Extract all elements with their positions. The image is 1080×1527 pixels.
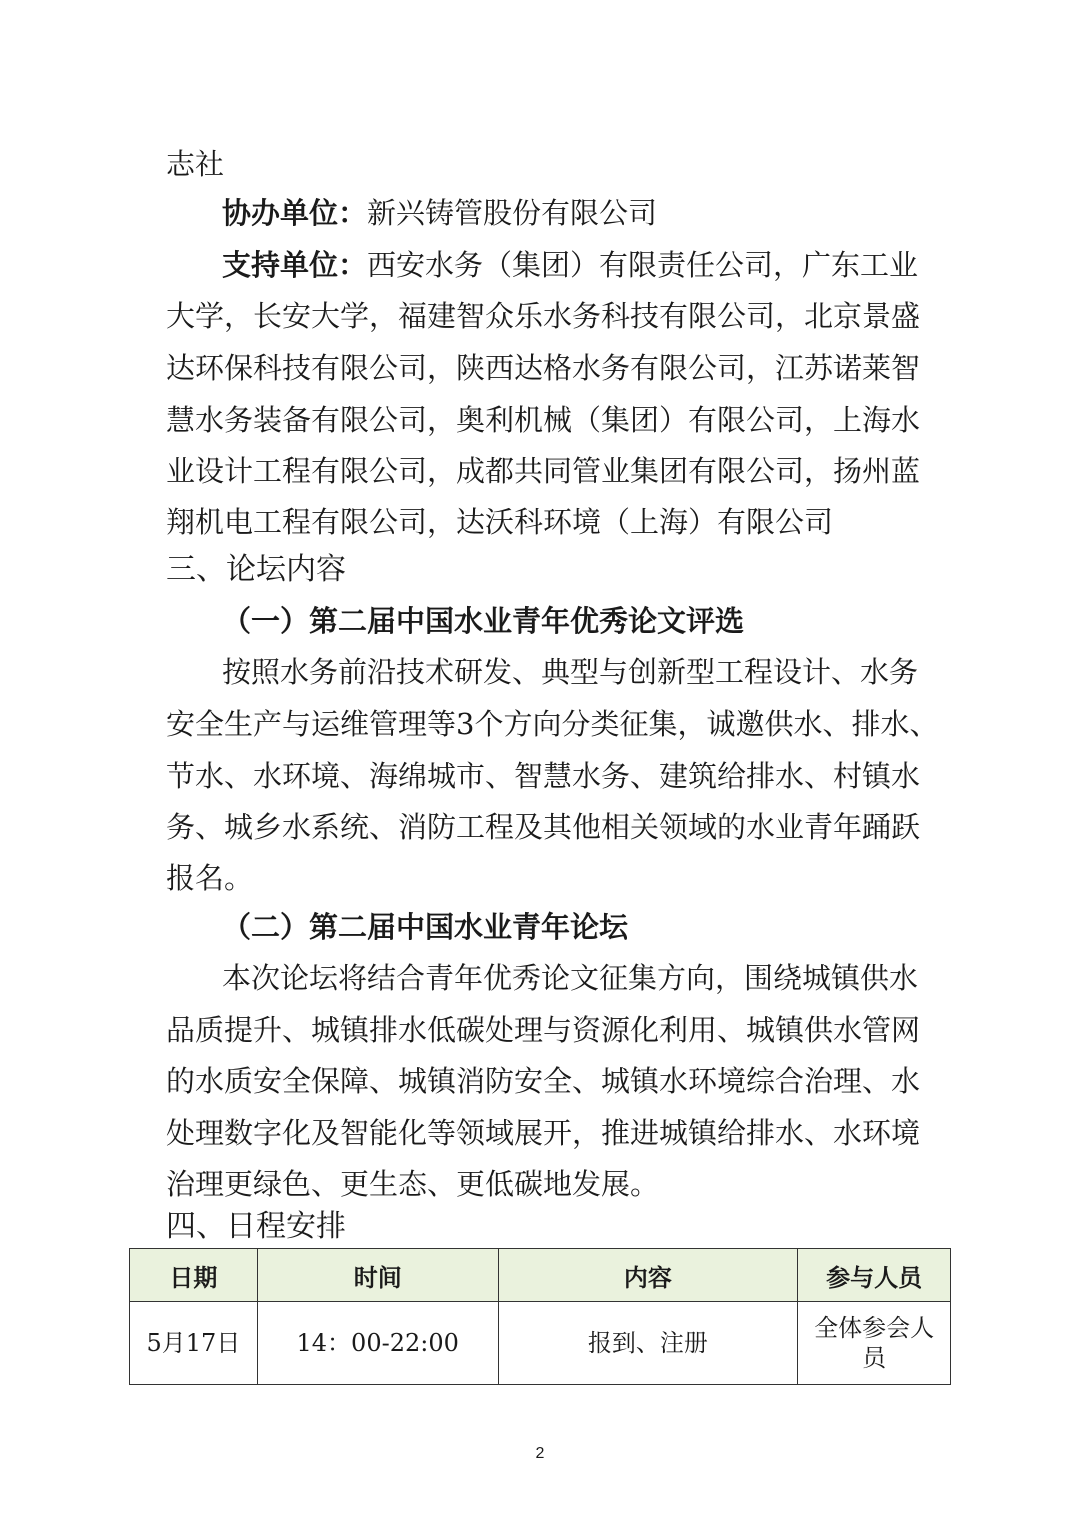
sub1-line-1: 按照水务前沿技术研发、典型与创新型工程设计、水务 [222,655,919,689]
sub1-line-5: 报名。 [166,861,254,895]
schedule-table [129,1248,951,1385]
cell-time: 14：00-22:00 [257,1302,498,1385]
section3-heading: 三、论坛内容 [166,552,346,587]
table-row [130,1302,951,1385]
header-content: 内容 [498,1249,798,1302]
supporters-line-4: 慧水务装备有限公司，奥利机械（集团）有限公司，上海水 [166,403,921,437]
header-people: 参与人员 [798,1249,951,1302]
cell-date: 5月17日 [130,1302,258,1385]
sub2-line-4: 处理数字化及智能化等领域展开，推进城镇给排水、水环境 [166,1116,921,1150]
sub2-line-5: 治理更绿色、更生态、更低碳地发展。 [166,1167,660,1201]
header-date: 日期 [130,1249,258,1302]
sub1-line-4: 务、城乡水系统、消防工程及其他相关领域的水业青年踊跃 [166,810,921,844]
sub1-line-2: 安全生产与运维管理等3个方向分类征集，诚邀供水、排水、 [166,707,939,741]
page-number: 2 [535,1445,545,1462]
supporters-line-6: 翔机电工程有限公司，达沃科环境（上海）有限公司 [166,505,834,539]
co-organizer-value: 新兴铸管股份有限公司 [367,196,658,230]
supporters-line-1 [222,248,919,282]
subsection2-heading: （二）第二届中国水业青年论坛 [222,910,629,944]
co-organizer-line [222,197,916,229]
supporters-text-1: 西安水务（集团）有限责任公司，广东工业 [367,248,919,282]
sub2-line-1: 本次论坛将结合青年优秀论文征集方向，围绕城镇供水 [222,961,919,995]
header-time: 时间 [257,1249,498,1302]
supporters-line-3: 达环保科技有限公司，陕西达格水务有限公司，江苏诺莱智 [166,351,921,385]
schedule-header-row [130,1249,951,1302]
cell-people: 全体参会人员 [798,1302,951,1385]
supporters-label: 支持单位： [222,248,368,282]
cell-content: 报到、注册 [498,1302,798,1385]
sub2-line-2: 品质提升、城镇排水低碳处理与资源化利用、城镇供水管网 [166,1013,921,1047]
section4-heading: 四、日程安排 [166,1209,346,1244]
supporters-line-5: 业设计工程有限公司，成都共同管业集团有限公司，扬州蓝 [166,454,921,488]
sub1-line-3: 节水、水环境、海绵城市、智慧水务、建筑给排水、村镇水 [166,759,921,793]
subsection1-heading: （一）第二届中国水业青年优秀论文评选 [222,604,745,638]
co-organizer-label: 协办单位： [222,196,368,230]
organizers-continuation: 志社 [166,147,225,181]
supporters-line-2: 大学，长安大学，福建智众乐水务科技有限公司，北京景盛 [166,299,921,333]
sub2-line-3: 的水质安全保障、城镇消防安全、城镇水环境综合治理、水 [166,1064,921,1098]
